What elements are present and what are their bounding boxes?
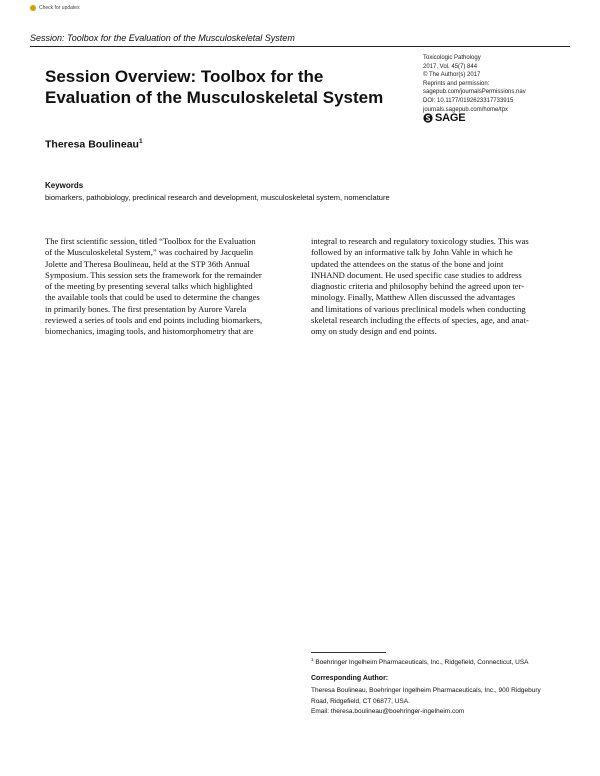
footnote-affiliation — [311, 657, 529, 666]
body-line: The first scientific session, titled “Toolbox for the Evaluation — [45, 236, 256, 246]
body-line: INHAND document. He used specific case studies to address — [311, 269, 522, 280]
body-line: omy on study design and end points. — [311, 326, 437, 337]
corresponding-email[interactable]: Email: theresa.boulineau@boehringer-ingelheim.com — [311, 708, 465, 715]
journal-volume: 2017, Vol. 45(7) 844 — [423, 63, 478, 70]
title-line: Evaluation of the Musculoskeletal System — [45, 88, 384, 107]
check-for-updates-label: Check for updates — [39, 5, 80, 11]
corresponding-line: Road, Ridgefield, CT 06877, USA. — [311, 697, 410, 705]
body-line: of the Musculoskeletal System,” was cochaired by Jacquelin — [45, 247, 254, 258]
reprints-label: Reprints and permission: — [423, 80, 490, 87]
author-name — [45, 138, 143, 151]
copyright: © The Author(s) 2017 — [423, 72, 481, 79]
body-line: diagnostic criteria and philosophy behind the agreed upon ter- — [311, 281, 525, 292]
body-line: of the meeting by presenting several talks which highlighted — [45, 281, 253, 292]
body-line: Symposium. This session sets the framework for the remainder — [45, 269, 262, 280]
body-line: skeletal research including the effects of species, age, and anat- — [311, 315, 529, 326]
journal-info — [423, 54, 526, 114]
body-line: biomechanics, imaging tools, and histomorphometry that are — [45, 326, 254, 337]
sage-logo-text: SAGE — [435, 112, 466, 124]
body-line: and limitations of various preclinical models when conducting — [311, 303, 526, 314]
check-for-updates-badge[interactable] — [30, 5, 80, 11]
body-line: in primarily bones. The first presentation by Aurore Varela — [45, 303, 247, 314]
body-line: Jolette and Theresa Boulineau, held at the STP 36th Annual — [45, 258, 250, 269]
body-line: reviewed a series of tools and end points including biomarkers, — [45, 315, 263, 326]
corresponding-author-heading: Corresponding Author: — [311, 675, 389, 682]
footnote-mark: 1 — [311, 657, 314, 662]
journal-name: Toxicologic Pathology — [423, 55, 481, 61]
doi-link[interactable]: DOI: 10.1177/0192623317733915 — [423, 97, 514, 104]
keywords-heading: Keywords — [45, 181, 84, 190]
sage-logo-icon — [423, 113, 433, 123]
footnote-affiliation-text: Boehringer Ingelheim Pharmaceuticals, Inc., Ridgefield, Connecticut, USA — [315, 659, 529, 667]
footnote-rule — [311, 652, 386, 653]
header-rule — [30, 46, 570, 47]
keywords-list: biomarkers, pathobiology, preclinical research and development, musculoskeletal system, nomenclature — [45, 193, 390, 202]
journal-home-link[interactable]: journals.sagepub.com/home/tpx — [423, 106, 509, 113]
title-line: Session Overview: Toolbox for the — [45, 67, 324, 86]
body-column-right — [311, 236, 566, 338]
corresponding-author-details — [311, 686, 541, 718]
body-line: followed by an informative talk by John Vahle in which he — [311, 247, 513, 258]
corresponding-line: Theresa Boulineau, Boehringer Ingelheim Pharmaceuticals, Inc., 900 Ridgebury — [311, 687, 541, 694]
sage-logo — [423, 112, 465, 124]
body-line: updated the attendees on the status of the bone and joint — [311, 258, 504, 269]
running-head: Session: Toolbox for the Evaluation of the Musculoskeletal System — [30, 33, 295, 43]
body-column-left — [45, 236, 295, 338]
body-line: integral to research and regulatory toxicology studies. This was — [311, 236, 529, 246]
body-line: the available tools that could be used to determine the changes — [45, 292, 260, 303]
permissions-link[interactable]: sagepub.com/journalsPermissions.nav — [423, 89, 526, 96]
update-icon — [30, 5, 36, 11]
body-line: minology. Finally, Matthew Allen discussed the advantages — [311, 292, 516, 303]
author-name-text: Theresa Boulineau — [45, 138, 139, 151]
author-affiliation-mark: 1 — [138, 138, 143, 145]
article-title — [45, 66, 415, 108]
